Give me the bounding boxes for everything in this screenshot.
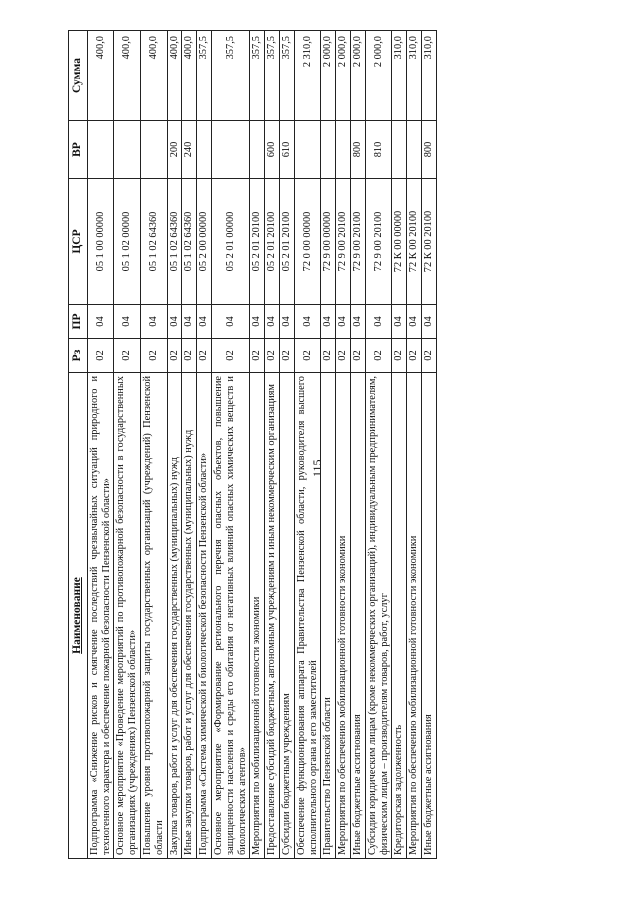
cell-pr: 04 <box>407 305 422 339</box>
cell-csr: 05 1 02 00000 <box>114 179 141 305</box>
cell-name: Иные бюджетные ассигнования <box>350 373 365 859</box>
cell-sum: 2 000,0 <box>321 31 336 121</box>
cell-sum: 357,5 <box>250 31 265 121</box>
cell-sum: 400,0 <box>167 31 182 121</box>
cell-csr: 05 2 01 20100 <box>250 179 265 305</box>
table-row <box>279 31 294 859</box>
cell-csr: 05 2 01 20100 <box>279 179 294 305</box>
cell-name: Предоставление субсидий бюджетным, автономным учреждениям и иным некоммерческим организациям <box>265 373 280 859</box>
cell-pr: 04 <box>114 305 141 339</box>
cell-csr: 05 2 01 00000 <box>211 179 249 305</box>
table-row <box>114 31 141 859</box>
cell-sum: 357,5 <box>279 31 294 121</box>
cell-vr: 600 <box>265 121 280 179</box>
cell-pr: 04 <box>321 305 336 339</box>
cell-sum: 2 310,0 <box>294 31 321 121</box>
table-row <box>407 31 422 859</box>
page-number: 115 <box>310 459 324 477</box>
cell-pr: 04 <box>87 305 114 339</box>
cell-pr: 04 <box>250 305 265 339</box>
table-row <box>421 31 436 859</box>
table-row <box>392 31 407 859</box>
cell-name: Подпрограмма «Система химической и биологической безопасности Пензенской области» <box>197 373 212 859</box>
table-row <box>321 31 336 859</box>
cell-name: Субсидии юридическим лицам (кроме некоммерческих организаций), индивидуальным предпринимателям, физическим лицам – производителям товаров, работ, услуг <box>365 373 392 859</box>
cell-pr: 04 <box>140 305 167 339</box>
cell-vr <box>392 121 407 179</box>
cell-sum: 2 000,0 <box>350 31 365 121</box>
cell-vr: 800 <box>350 121 365 179</box>
cell-name: Мероприятия по мобилизационной готовности экономики <box>250 373 265 859</box>
cell-sum: 310,0 <box>392 31 407 121</box>
cell-rz: 02 <box>336 339 351 373</box>
cell-pr: 04 <box>336 305 351 339</box>
table-row <box>197 31 212 859</box>
cell-name: Повышение уровня противопожарной защиты государственных организаций (учреждений) Пензенской области <box>140 373 167 859</box>
cell-sum: 2 000,0 <box>365 31 392 121</box>
cell-rz: 02 <box>114 339 141 373</box>
cell-name: Субсидии бюджетным учреждениям <box>279 373 294 859</box>
cell-csr: 72 0 00 00000 <box>294 179 321 305</box>
cell-sum: 400,0 <box>87 31 114 121</box>
cell-name: Основное мероприятие «Формирование регионального перечня опасных объектов, повышение защищенности населения и среды его обитания от негативных влияний опасных химических веществ и биологических агентов» <box>211 373 249 859</box>
cell-name: Мероприятия по обеспечению мобилизационной готовности экономики <box>336 373 351 859</box>
cell-vr <box>336 121 351 179</box>
cell-sum: 2 000,0 <box>336 31 351 121</box>
cell-sum: 310,0 <box>421 31 436 121</box>
cell-csr: 05 1 00 00000 <box>87 179 114 305</box>
cell-vr <box>114 121 141 179</box>
cell-csr: 05 2 01 20100 <box>265 179 280 305</box>
table-row <box>182 31 197 859</box>
header-sum: Сумма <box>69 31 88 121</box>
cell-rz: 02 <box>392 339 407 373</box>
header-vr: ВР <box>69 121 88 179</box>
cell-csr: 72 К 00 20100 <box>407 179 422 305</box>
cell-csr: 72 К 00 00000 <box>392 179 407 305</box>
table-row <box>211 31 249 859</box>
cell-sum: 310,0 <box>407 31 422 121</box>
cell-pr: 04 <box>421 305 436 339</box>
cell-rz: 02 <box>197 339 212 373</box>
cell-csr: 05 1 02 64360 <box>140 179 167 305</box>
table-row <box>250 31 265 859</box>
cell-sum: 357,5 <box>211 31 249 121</box>
table-row <box>140 31 167 859</box>
cell-vr <box>211 121 249 179</box>
cell-pr: 04 <box>182 305 197 339</box>
cell-csr: 05 1 02 64360 <box>167 179 182 305</box>
cell-csr: 72 9 00 20100 <box>336 179 351 305</box>
header-pr: ПР <box>69 305 88 339</box>
cell-pr: 04 <box>211 305 249 339</box>
cell-rz: 02 <box>365 339 392 373</box>
table-row <box>87 31 114 859</box>
cell-name: Иные закупки товаров, работ и услуг для обеспечения государственных (муниципальных) нужд <box>182 373 197 859</box>
cell-pr: 04 <box>294 305 321 339</box>
cell-rz: 02 <box>87 339 114 373</box>
cell-rz: 02 <box>265 339 280 373</box>
table-row <box>365 31 392 859</box>
cell-name: Подпрограмма «Снижение рисков и смягчение последствий чрезвычайных ситуаций природного и техногенного характера и обеспечение пожарной безопасности Пензенской области» <box>87 373 114 859</box>
budget-table <box>68 30 437 859</box>
cell-name: Закупка товаров, работ и услуг для обеспечения государственных (муниципальных) нужд <box>167 373 182 859</box>
cell-csr: 72 9 00 00000 <box>321 179 336 305</box>
cell-vr <box>294 121 321 179</box>
cell-name: Кредиторская задолженность <box>392 373 407 859</box>
cell-rz: 02 <box>350 339 365 373</box>
cell-name: Мероприятия по обеспечению мобилизационной готовности экономики <box>407 373 422 859</box>
cell-pr: 04 <box>197 305 212 339</box>
cell-vr <box>321 121 336 179</box>
table-body <box>87 31 436 859</box>
table-row <box>294 31 321 859</box>
cell-csr: 05 1 02 64360 <box>182 179 197 305</box>
cell-sum: 357,5 <box>265 31 280 121</box>
cell-rz: 02 <box>211 339 249 373</box>
table-row <box>350 31 365 859</box>
cell-vr: 240 <box>182 121 197 179</box>
cell-pr: 04 <box>265 305 280 339</box>
table-row <box>336 31 351 859</box>
cell-rz: 02 <box>321 339 336 373</box>
cell-pr: 04 <box>279 305 294 339</box>
cell-name: Обеспечение функционирования аппарата Правительства Пензенской области, руководителя высшего исполнительного органа и его заместителей <box>294 373 321 859</box>
header-name: Наименование <box>69 373 88 859</box>
cell-sum: 400,0 <box>140 31 167 121</box>
cell-csr: 72 9 00 20100 <box>365 179 392 305</box>
table-header-row <box>69 31 88 859</box>
cell-rz: 02 <box>421 339 436 373</box>
cell-pr: 04 <box>365 305 392 339</box>
cell-vr: 810 <box>365 121 392 179</box>
cell-vr <box>250 121 265 179</box>
table-row <box>167 31 182 859</box>
cell-csr: 72 К 00 20100 <box>421 179 436 305</box>
cell-rz: 02 <box>250 339 265 373</box>
cell-rz: 02 <box>294 339 321 373</box>
cell-rz: 02 <box>182 339 197 373</box>
rotated-table-wrapper <box>68 31 548 859</box>
cell-pr: 04 <box>350 305 365 339</box>
cell-name: Иные бюджетные ассигнования <box>421 373 436 859</box>
header-rz: Рз <box>69 339 88 373</box>
cell-vr <box>87 121 114 179</box>
cell-sum: 400,0 <box>182 31 197 121</box>
cell-vr: 610 <box>279 121 294 179</box>
cell-vr <box>197 121 212 179</box>
cell-pr: 04 <box>392 305 407 339</box>
cell-rz: 02 <box>407 339 422 373</box>
cell-csr: 72 9 00 20100 <box>350 179 365 305</box>
cell-sum: 357,5 <box>197 31 212 121</box>
cell-rz: 02 <box>167 339 182 373</box>
cell-rz: 02 <box>140 339 167 373</box>
cell-name: Основное мероприятие «Проведение мероприятий по противопожарной безопасности в государственных организациях (учреждениях) Пензенской области» <box>114 373 141 859</box>
cell-name: Правительство Пензенской области <box>321 373 336 859</box>
cell-pr: 04 <box>167 305 182 339</box>
cell-sum: 400,0 <box>114 31 141 121</box>
cell-vr: 800 <box>421 121 436 179</box>
table-row <box>265 31 280 859</box>
header-csr: ЦСР <box>69 179 88 305</box>
cell-vr: 200 <box>167 121 182 179</box>
cell-rz: 02 <box>279 339 294 373</box>
cell-vr <box>140 121 167 179</box>
cell-vr <box>407 121 422 179</box>
cell-csr: 05 2 00 00000 <box>197 179 212 305</box>
